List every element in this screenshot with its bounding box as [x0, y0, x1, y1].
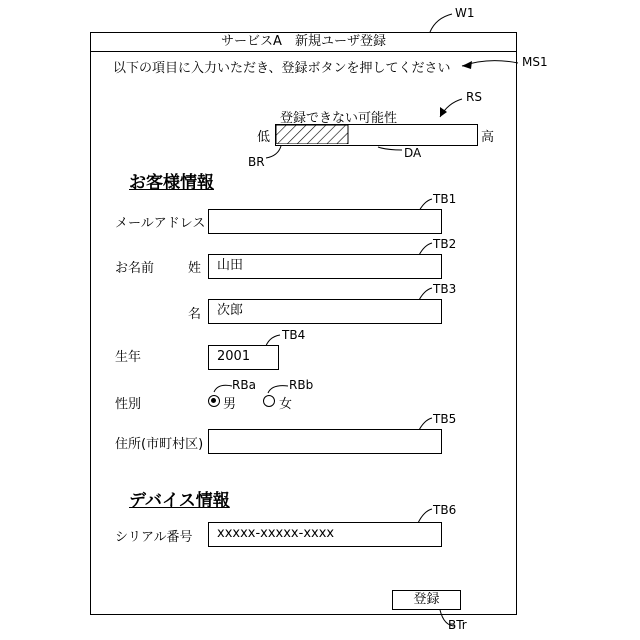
risk-low-label: 低	[257, 126, 270, 145]
ref-label-rbb: RBb	[289, 378, 313, 392]
ref-label-tb6: TB6	[433, 503, 456, 517]
surname-input[interactable]: 山田	[208, 254, 442, 279]
address-input[interactable]	[208, 429, 442, 454]
address-label: 住所(市町村区)	[115, 433, 203, 452]
ref-label-btr: BTr	[448, 618, 467, 632]
given-name-label: 名	[188, 303, 201, 322]
ref-label-tb4: TB4	[282, 328, 305, 342]
risk-gauge	[275, 124, 478, 146]
ref-label-tb2: TB2	[433, 237, 456, 251]
gender-radio-male[interactable]	[208, 395, 220, 407]
email-label: メールアドレス	[115, 212, 205, 231]
gender-option-female: 女	[279, 393, 292, 412]
register-button[interactable]: 登録	[392, 590, 461, 610]
given-name-input[interactable]: 次郎	[208, 299, 442, 324]
device-info-heading: デバイス情報	[129, 486, 230, 511]
ref-label-tb1: TB1	[433, 192, 456, 206]
ref-label-w1: W1	[455, 6, 475, 20]
serial-number-input[interactable]: xxxxx-xxxxx-xxxx	[208, 522, 442, 547]
window-title: サービスA 新規ユーザ登録	[91, 33, 516, 52]
name-label: お名前	[115, 257, 154, 276]
gender-option-male: 男	[223, 393, 236, 412]
risk-gauge-bar	[276, 125, 476, 144]
ref-label-ms1: MS1	[522, 55, 548, 69]
surname-label: 姓	[188, 257, 201, 276]
gender-label: 性別	[115, 393, 141, 412]
ref-label-rs: RS	[466, 90, 482, 104]
ref-label-tb3: TB3	[433, 282, 456, 296]
ref-label-br: BR	[248, 155, 265, 169]
risk-high-label: 高	[481, 126, 494, 145]
ref-label-rba: RBa	[232, 378, 256, 392]
ref-label-da: DA	[404, 146, 421, 160]
customer-info-heading: お客様情報	[129, 168, 214, 193]
email-input[interactable]	[208, 209, 442, 234]
ref-label-tb5: TB5	[433, 412, 456, 426]
birth-year-label: 生年	[115, 346, 141, 365]
serial-number-label: シリアル番号	[115, 526, 192, 545]
gender-radio-female[interactable]	[263, 395, 275, 407]
birth-year-input[interactable]: 2001	[208, 345, 279, 370]
risk-label: 登録できない可能性	[280, 107, 397, 126]
instruction-message: 以下の項目に入力いただき、登録ボタンを押してください	[113, 57, 450, 76]
